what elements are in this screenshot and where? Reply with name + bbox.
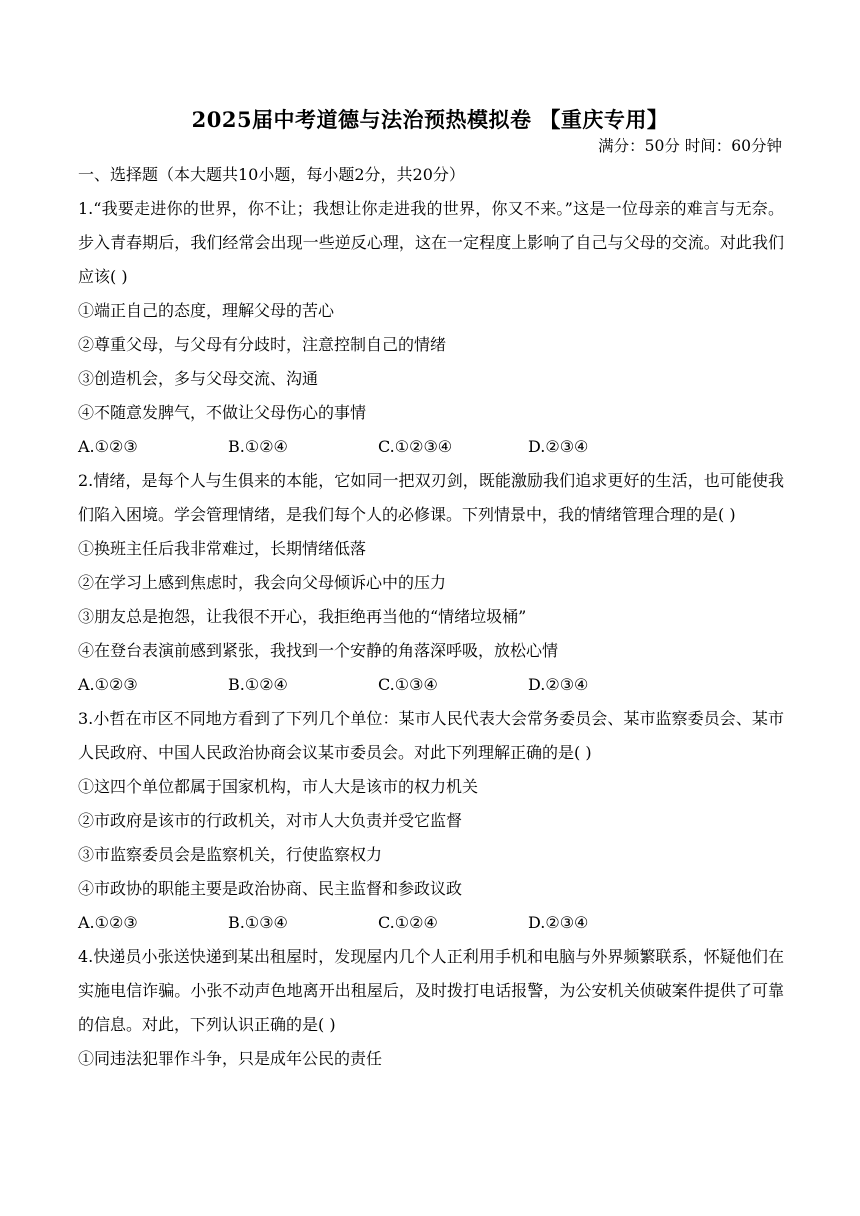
- exam-title: 2025届中考道德与法治预热模拟卷 【重庆专用】: [191, 107, 669, 132]
- option-b: B.①②④: [228, 675, 288, 694]
- question-3-item-1: ①这四个单位都属于国家机构，市人大是该市的权力机关: [78, 777, 479, 796]
- question-4-stem: 4.快递员小张送快递到某出租屋时，发现屋内几个人正利用手机和电脑与外界频繁联系，怀疑他们在实施电信诈骗。小张不动声色地离开出租屋后，及时拨打电话报警，为公安机关侦破案件提供了可靠的信息。对此，下列认识正确的是( ): [78, 947, 784, 1034]
- question-1-item-1: ①端正自己的态度，理解父母的苦心: [78, 301, 335, 320]
- option-c: C.①②④: [378, 913, 438, 932]
- option-d: D.②③④: [528, 675, 589, 694]
- question-1-item-3: ③创造机会，多与父母交流、沟通: [78, 369, 319, 388]
- question-3-options: [78, 906, 784, 940]
- option-b: B.①③④: [228, 913, 288, 932]
- option-c: C.①②③④: [378, 437, 453, 456]
- question-2-options: [78, 668, 784, 702]
- option-d: D.②③④: [528, 913, 589, 932]
- question-1-options: [78, 430, 784, 464]
- question-1-item-2: ②尊重父母，与父母有分歧时，注意控制自己的情绪: [78, 335, 447, 354]
- question-2-item-4: ④在登台表演前感到紧张，我找到一个安静的角落深呼吸，放松心情: [78, 641, 559, 660]
- question-2-item-1: ①换班主任后我非常难过，长期情绪低落: [78, 539, 367, 558]
- option-a: A.①②③: [78, 437, 138, 456]
- question-2-stem: 2.情绪，是每个人与生俱来的本能，它如同一把双刃剑，既能激励我们追求更好的生活，也可能使我们陷入困境。学会管理情绪，是我们每个人的必修课。下列情景中，我的情绪管理合理的是( ): [78, 471, 784, 524]
- question-3-stem: 3.小哲在市区不同地方看到了下列几个单位：某市人民代表大会常务委员会、某市监察委员会、某市人民政府、中国人民政治协商会议某市委员会。对此下列理解正确的是( ): [78, 709, 784, 762]
- question-1-item-4: ④不随意发脾气，不做让父母伤心的事情: [78, 403, 367, 422]
- question-4-item-1: ①同违法犯罪作斗争，只是成年公民的责任: [78, 1049, 383, 1068]
- option-d: D.②③④: [528, 437, 589, 456]
- question-3-item-3: ③市监察委员会是监察机关，行使监察权力: [78, 845, 383, 864]
- option-a: A.①②③: [78, 675, 138, 694]
- option-b: B.①②④: [228, 437, 288, 456]
- question-3-item-4: ④市政协的职能主要是政治协商、民主监督和参政议政: [78, 879, 463, 898]
- option-a: A.①②③: [78, 913, 138, 932]
- score-time-info: 满分：50分 时间：60分钟: [598, 137, 782, 155]
- question-1-stem: 1.“我要走进你的世界，你不让；我想让你走进我的世界，你又不来。”这是一位母亲的难言与无奈。步入青春期后，我们经常会出现一些逆反心理，这在一定程度上影响了自己与父母的交流。对此我们应该( ): [78, 199, 784, 286]
- question-2-item-3: ③朋友总是抱怨，让我很不开心，我拒绝再当他的“情绪垃圾桶”: [78, 607, 527, 626]
- exam-body: [78, 158, 784, 1076]
- question-2-item-2: ②在学习上感到焦虑时，我会向父母倾诉心中的压力: [78, 573, 447, 592]
- question-3-item-2: ②市政府是该市的行政机关，对市人大负责并受它监督: [78, 811, 463, 830]
- option-c: C.①③④: [378, 675, 438, 694]
- section-heading: 一、选择题（本大题共10小题，每小题2分，共20分）: [78, 165, 465, 184]
